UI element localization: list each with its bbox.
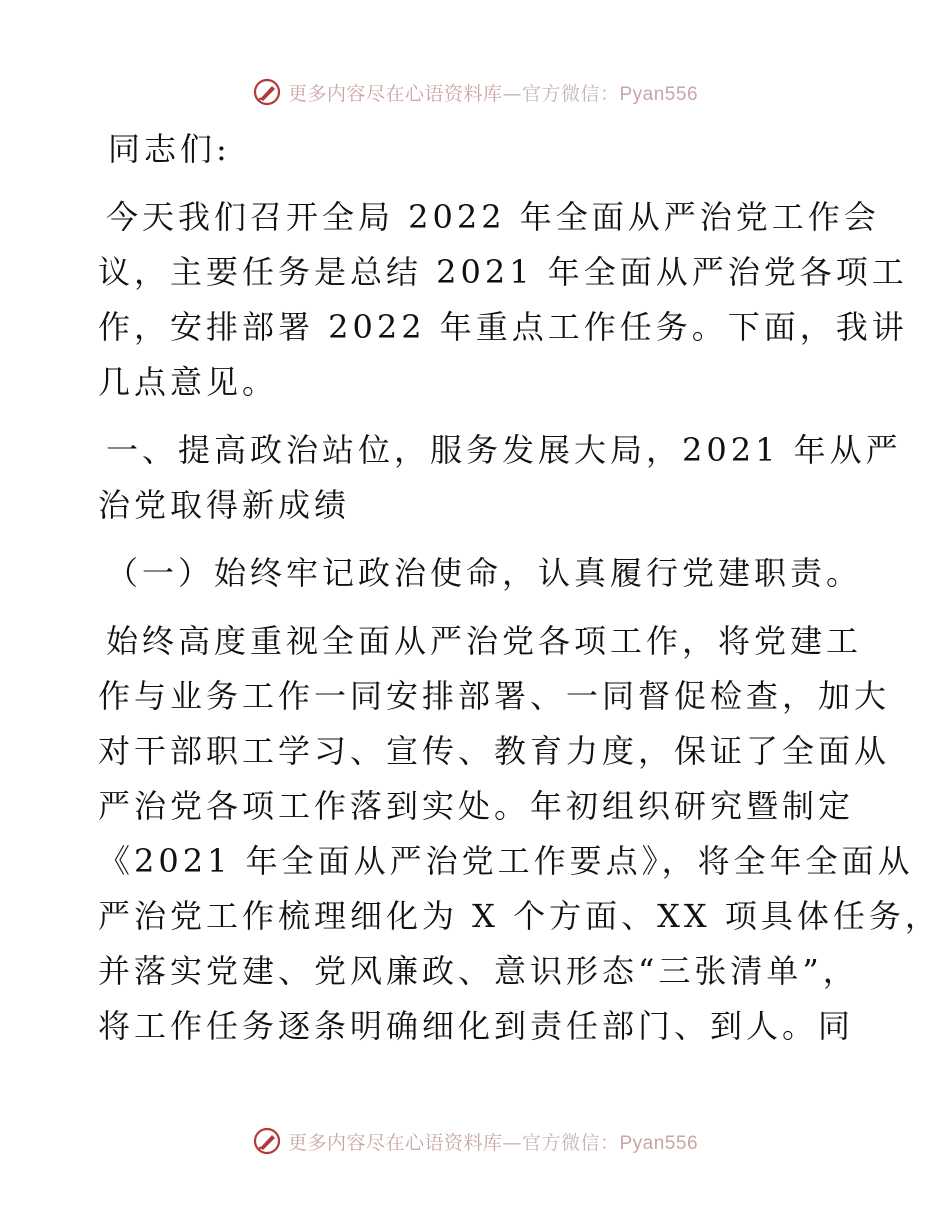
paragraph-line: 并落实党建、党风廉政、意识形态“三张清单”，: [98, 952, 859, 990]
heading-line: 一、提高政治站位，服务发展大局，2021 年从严: [106, 431, 902, 469]
paragraph-line: 《2021 年全面从严治党工作要点》，将全年全面从: [98, 842, 914, 880]
paragraph-line: 将工作任务逐条明确细化到责任部门、到人。同: [98, 1007, 855, 1045]
paragraph-line: 几点意见。: [98, 363, 279, 401]
heading-line: 治党取得新成绩: [98, 486, 351, 524]
banner-slogan: 更多内容尽在心语资料库: [287, 82, 503, 105]
paragraph-line: 议，主要任务是总结 2021 年全面从严治党各项工: [98, 253, 908, 291]
banner-text: [288, 79, 698, 106]
banner-wechat-id: Pyan556: [619, 83, 699, 105]
banner-text: [288, 1128, 698, 1155]
paragraph-line: 始终高度重视全面从严治党各项工作，将党建工: [106, 622, 863, 660]
greeting: 同志们:: [108, 130, 231, 168]
banner-official: —官方微信：: [502, 82, 620, 105]
paragraph-line: 作，安排部署 2022 年重点工作任务。下面，我讲: [98, 308, 908, 346]
quill-seal-icon: [252, 77, 282, 107]
paragraph-1: [98, 190, 908, 410]
paragraph-line: 严治党工作梳理细化为 X 个方面、XX 项具体任务，: [98, 897, 941, 935]
footer-banner: [0, 1121, 950, 1161]
banner-slogan: 更多内容尽在心语资料库: [287, 1131, 503, 1154]
banner-wechat-id: Pyan556: [619, 1132, 699, 1154]
header-banner: [0, 72, 950, 112]
banner-official: —官方微信：: [502, 1131, 620, 1154]
quill-seal-icon: [252, 1126, 282, 1156]
section-heading-1: [98, 423, 902, 533]
subheading-1: （一）始终牢记政治使命，认真履行党建职责。: [106, 554, 863, 592]
paragraph-line: 作与业务工作一同安排部署、一同督促检查，加大: [98, 677, 891, 715]
paragraph-2: [98, 614, 941, 1054]
paragraph-line: 对干部职工学习、宣传、教育力度，保证了全面从: [98, 732, 891, 770]
paragraph-line: 今天我们召开全局 2022 年全面从严治党工作会: [106, 198, 880, 236]
paragraph-line: 严治党各项工作落到实处。年初组织研究暨制定: [98, 787, 855, 825]
document-body: [98, 122, 941, 1054]
